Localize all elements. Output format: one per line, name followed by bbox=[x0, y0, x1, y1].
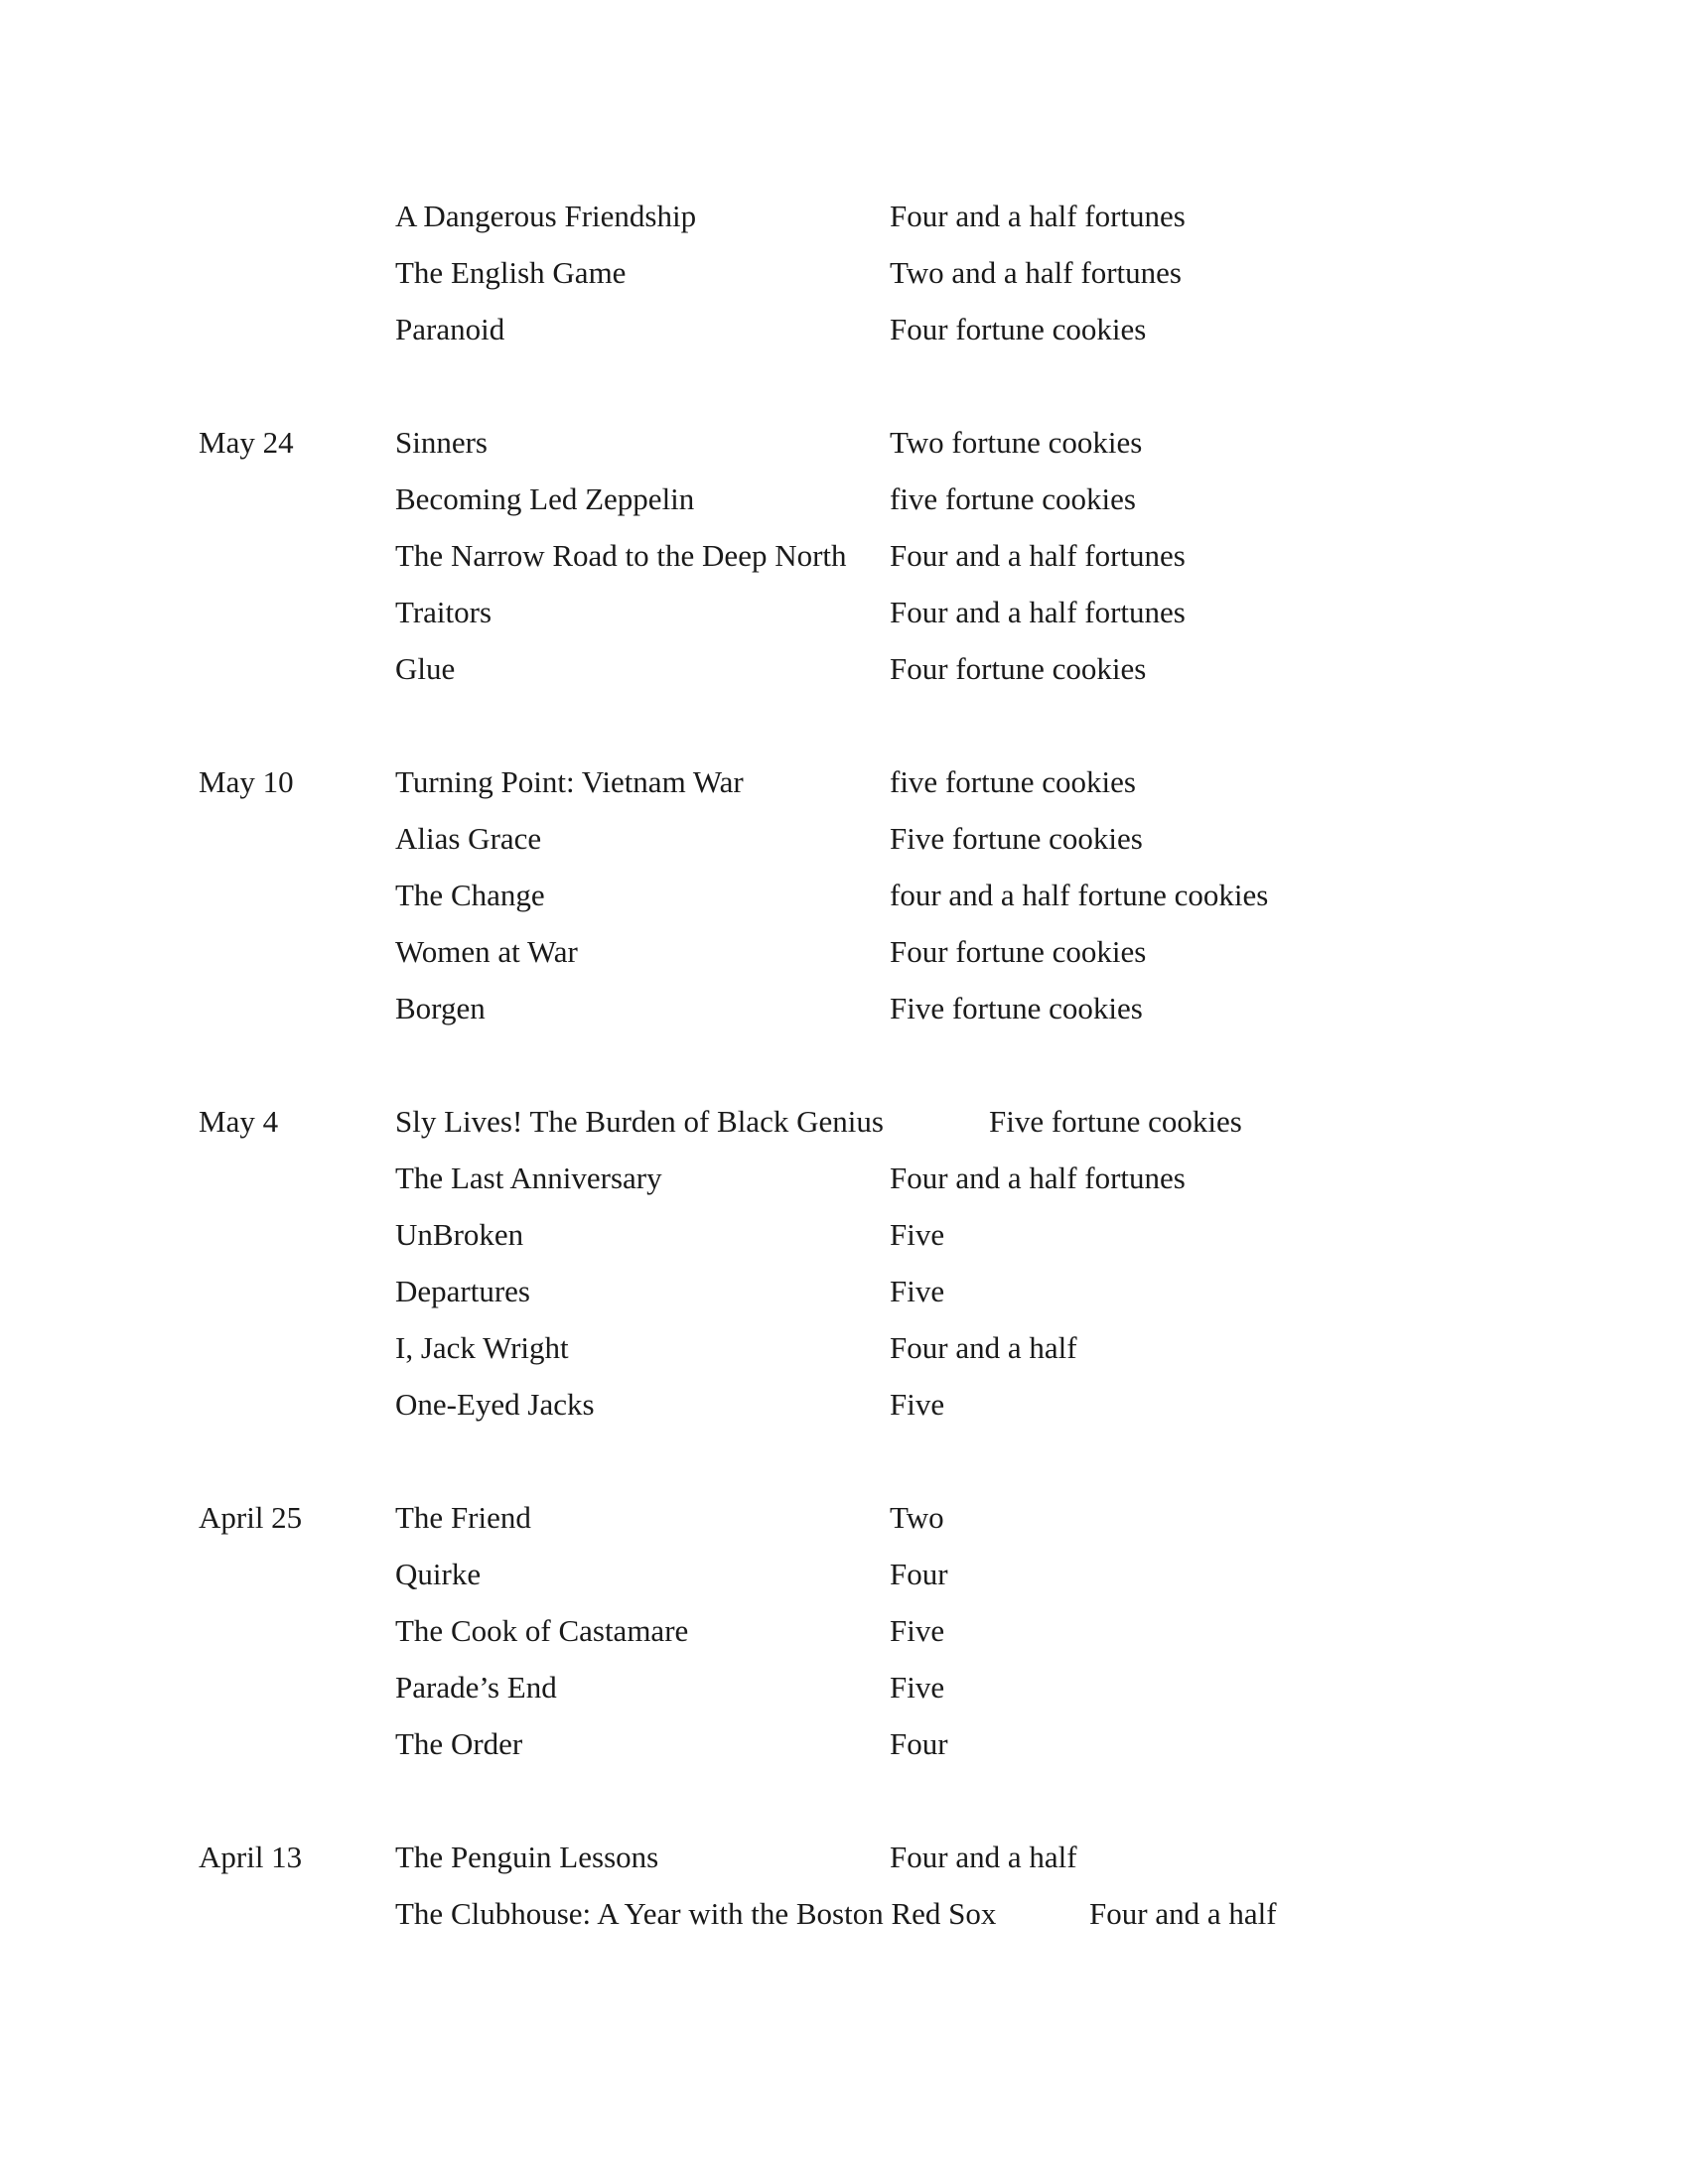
show-title: The Friend bbox=[395, 1500, 531, 1535]
show-title: The Penguin Lessons bbox=[395, 1840, 659, 1874]
group-date: April 25 bbox=[199, 1500, 303, 1535]
show-rating: four and a half fortune cookies bbox=[890, 878, 1269, 912]
show-title: Parade’s End bbox=[395, 1670, 557, 1705]
show-title: The Change bbox=[395, 878, 545, 912]
show-rating: Four and a half bbox=[1089, 1896, 1277, 1931]
show-rating: Four bbox=[890, 1726, 948, 1761]
show-title: UnBroken bbox=[395, 1217, 524, 1252]
group-date: May 24 bbox=[199, 425, 294, 460]
show-title: The Last Anniversary bbox=[395, 1160, 662, 1195]
show-rating: Five bbox=[890, 1217, 945, 1252]
show-title: Sly Lives! The Burden of Black Genius bbox=[395, 1104, 884, 1139]
show-rating: Four fortune cookies bbox=[890, 651, 1147, 686]
show-title: Paranoid bbox=[395, 312, 505, 346]
show-title: Glue bbox=[395, 651, 456, 686]
show-rating: Four and a half bbox=[890, 1330, 1077, 1365]
show-title: The Cook of Castamare bbox=[395, 1613, 689, 1648]
show-title: Turning Point: Vietnam War bbox=[395, 764, 744, 799]
show-rating: Four and a half fortunes bbox=[890, 1160, 1186, 1195]
show-rating: Four and a half bbox=[890, 1840, 1077, 1874]
show-rating: Five bbox=[890, 1613, 945, 1648]
group-date: April 13 bbox=[199, 1840, 303, 1874]
show-title: Departures bbox=[395, 1274, 530, 1308]
show-title: The Order bbox=[395, 1726, 523, 1761]
show-title: The Clubhouse: A Year with the Boston Red Sox bbox=[395, 1896, 997, 1931]
show-title: Borgen bbox=[395, 991, 486, 1025]
show-rating: Five fortune cookies bbox=[989, 1104, 1242, 1139]
show-rating: Four and a half fortunes bbox=[890, 595, 1186, 629]
group-date: May 10 bbox=[199, 764, 294, 799]
show-rating: Four fortune cookies bbox=[890, 312, 1147, 346]
show-title: Quirke bbox=[395, 1557, 482, 1591]
show-rating: Two fortune cookies bbox=[890, 425, 1143, 460]
show-rating: Two bbox=[890, 1500, 944, 1535]
show-title: One-Eyed Jacks bbox=[395, 1387, 595, 1422]
show-rating: Two and a half fortunes bbox=[890, 255, 1182, 290]
show-title: Traitors bbox=[395, 595, 492, 629]
show-rating: Five bbox=[890, 1387, 945, 1422]
show-title: The Narrow Road to the Deep North bbox=[395, 538, 847, 573]
show-title: Alias Grace bbox=[395, 821, 542, 856]
show-rating: Five fortune cookies bbox=[890, 821, 1143, 856]
show-title: Women at War bbox=[395, 934, 578, 969]
show-rating: five fortune cookies bbox=[890, 764, 1136, 799]
show-title: A Dangerous Friendship bbox=[395, 199, 697, 233]
show-rating: Five bbox=[890, 1670, 945, 1705]
group-date: May 4 bbox=[199, 1104, 279, 1139]
show-rating: five fortune cookies bbox=[890, 481, 1136, 516]
show-title: I, Jack Wright bbox=[395, 1330, 569, 1365]
show-rating: Four and a half fortunes bbox=[890, 538, 1186, 573]
show-title: The English Game bbox=[395, 255, 627, 290]
show-rating: Four bbox=[890, 1557, 948, 1591]
show-rating: Five bbox=[890, 1274, 945, 1308]
show-rating: Four and a half fortunes bbox=[890, 199, 1186, 233]
show-title: Becoming Led Zeppelin bbox=[395, 481, 695, 516]
show-rating: Four fortune cookies bbox=[890, 934, 1147, 969]
show-rating: Five fortune cookies bbox=[890, 991, 1143, 1025]
show-title: Sinners bbox=[395, 425, 488, 460]
